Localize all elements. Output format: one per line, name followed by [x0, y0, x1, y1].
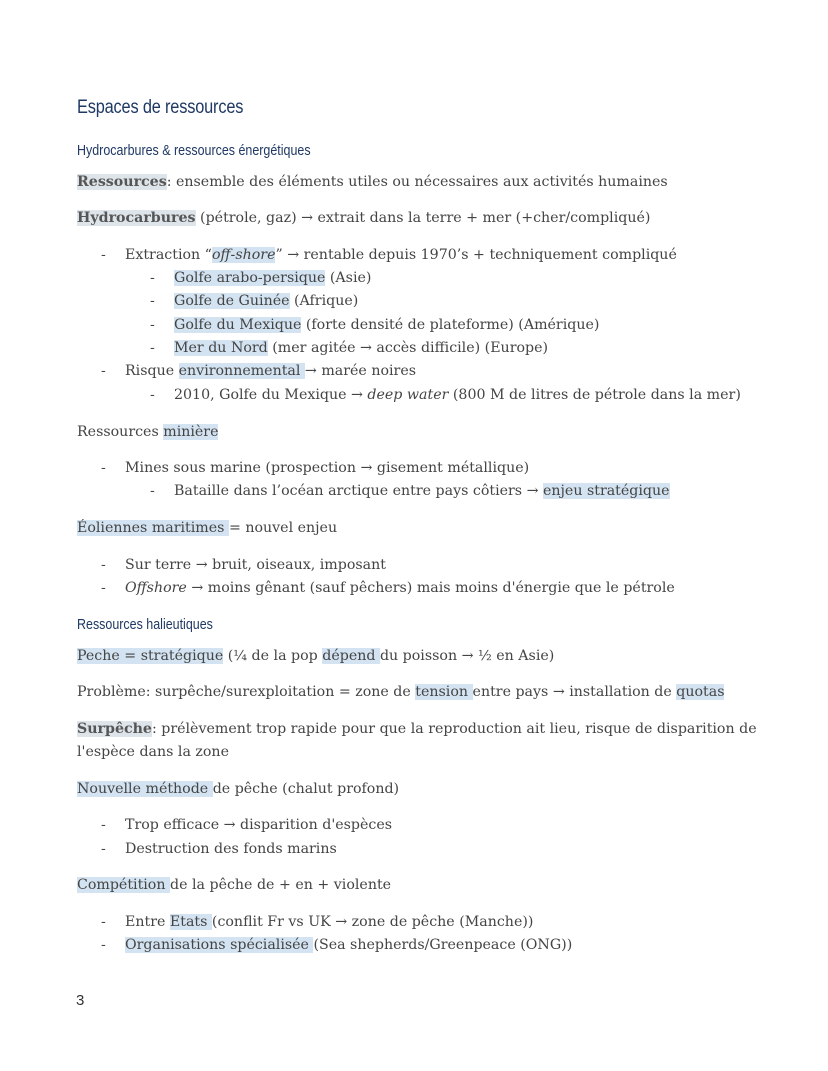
bullet-dash: - [101, 580, 106, 596]
page-title: Espaces de ressources [77, 97, 244, 118]
list-item-offshore [125, 577, 675, 600]
highlight: Nouvelle méthode [77, 781, 213, 797]
bullet-dash: - [101, 247, 106, 263]
highlight: tension [415, 684, 473, 700]
page-number: 3 [76, 992, 85, 1009]
definition-ressources [77, 171, 668, 194]
text: (conflit Fr vs UK → zone de pêche (Manche)) [211, 914, 534, 930]
text: (800 M de litres de pétrole dans la mer) [448, 387, 741, 403]
bullet-dash: - [150, 317, 155, 333]
paragraph-eoliennes [77, 517, 337, 540]
highlight: Etats [169, 914, 212, 930]
text: de la pêche de + en + violente [170, 877, 392, 893]
text: 2010, Golfe du Mexique → [174, 387, 368, 403]
section-heading-halieutiques: Ressources halieutiques [77, 617, 213, 633]
emphasis-offshore: Offshore [125, 580, 187, 596]
bullet-dash: - [150, 483, 155, 499]
list-item-destruction: Destruction des fonds marins [125, 841, 337, 857]
paragraph-peche [77, 645, 554, 668]
paragraph-probleme [77, 681, 724, 704]
text: (Asie) [325, 270, 372, 286]
bullet-dash: - [101, 841, 106, 857]
text: : prélèvement trop rapide pour que la reproduction ait lieu, risque de disparition de l'espèce dans la zone [77, 721, 757, 760]
bullet-dash: - [101, 914, 106, 930]
highlight: enjeu stratégique [542, 483, 670, 499]
text: Bataille dans l’océan arctique entre pays côtiers → [174, 483, 543, 499]
emphasis-offshore: off-shore [211, 247, 276, 263]
bullet-dash: - [150, 293, 155, 309]
text: Problème: surpêche/surexploitation = zone de [77, 684, 416, 700]
list-item-risque [125, 360, 416, 383]
list-item-mines: Mines sous marine (prospection → gisement métallique) [125, 460, 530, 476]
text: (¼ de la pop [223, 648, 323, 664]
highlight: minière [163, 424, 219, 440]
term-hydrocarbures: Hydrocarbures [77, 210, 196, 226]
text: = nouvel enjeu [228, 520, 338, 536]
definition-text: : ensemble des éléments utiles ou nécessaires aux activités humaines [166, 174, 668, 190]
list-item-bataille [174, 480, 670, 503]
term-surpeche: Surpêche [77, 721, 152, 737]
text: (forte densité de plateforme) (Amérique) [301, 317, 600, 333]
bullet-dash: - [101, 363, 106, 379]
paragraph-competition [77, 874, 391, 897]
text: (mer agitée → accès difficile) (Europe) [267, 340, 549, 356]
text: → marée noires [304, 363, 416, 379]
bullet-dash: - [150, 270, 155, 286]
bullet-dash: - [101, 817, 106, 833]
paragraph-surpeche [77, 718, 757, 764]
text: de pêche (chalut profond) [212, 781, 400, 797]
bullet-dash: - [101, 460, 106, 476]
text: (Afrique) [289, 293, 359, 309]
text: (Sea shepherds/Greenpeace (ONG)) [313, 937, 573, 953]
text: entre pays → installation de [472, 684, 677, 700]
bullet-dash: - [150, 387, 155, 403]
paragraph-nouvelle-methode [77, 778, 399, 801]
highlight: Golfe arabo-persique [174, 270, 326, 286]
highlight: dépend [322, 648, 380, 664]
highlight: environnemental [178, 363, 305, 379]
highlight: Organisations spécialisée [125, 937, 314, 953]
bullet-dash: - [101, 557, 106, 573]
list-item-trop-efficace: Trop efficace → disparition d'espèces [125, 817, 392, 833]
paragraph-ressources-miniere [77, 421, 218, 444]
highlight: quotas [676, 684, 725, 700]
list-item-sur-terre: Sur terre → bruit, oiseaux, imposant [125, 557, 386, 573]
text: → moins gênant (sauf pêchers) mais moins d'énergie que le pétrole [186, 580, 675, 596]
text: ” → rentable depuis 1970’s + techniquement compliqué [275, 247, 677, 263]
list-item-golfe-arabo [174, 267, 371, 290]
text: Risque [125, 363, 179, 379]
paragraph-text: (pétrole, gaz) → extrait dans la terre + mer (+cher/compliqué) [195, 210, 651, 226]
list-item-2010 [174, 384, 741, 407]
highlight: Compétition [77, 877, 170, 893]
list-item-golfe-guinee [174, 290, 358, 313]
term-ressources: Ressources [77, 174, 167, 190]
list-item-extraction [125, 244, 677, 267]
list-item-entre-etats [125, 911, 533, 934]
highlight: Mer du Nord [174, 340, 268, 356]
emphasis-deep-water: deep water [367, 387, 449, 403]
text: Entre [125, 914, 170, 930]
paragraph-hydrocarbures [77, 207, 650, 230]
text: Extraction “ [125, 247, 212, 263]
list-item-golfe-mexique [174, 314, 599, 337]
highlight: Golfe de Guinée [174, 293, 290, 309]
section-heading-hydrocarbures: Hydrocarbures & ressources énergétiques [77, 143, 311, 159]
text: Ressources [77, 424, 164, 440]
list-item-organisations [125, 934, 572, 957]
highlight: Peche = stratégique [77, 648, 224, 664]
bullet-dash: - [150, 340, 155, 356]
text: du poisson → ½ en Asie) [379, 648, 555, 664]
bullet-dash: - [101, 937, 106, 953]
highlight: Éoliennes maritimes [77, 520, 229, 536]
list-item-mer-du-nord [174, 337, 548, 360]
highlight: Golfe du Mexique [174, 317, 302, 333]
